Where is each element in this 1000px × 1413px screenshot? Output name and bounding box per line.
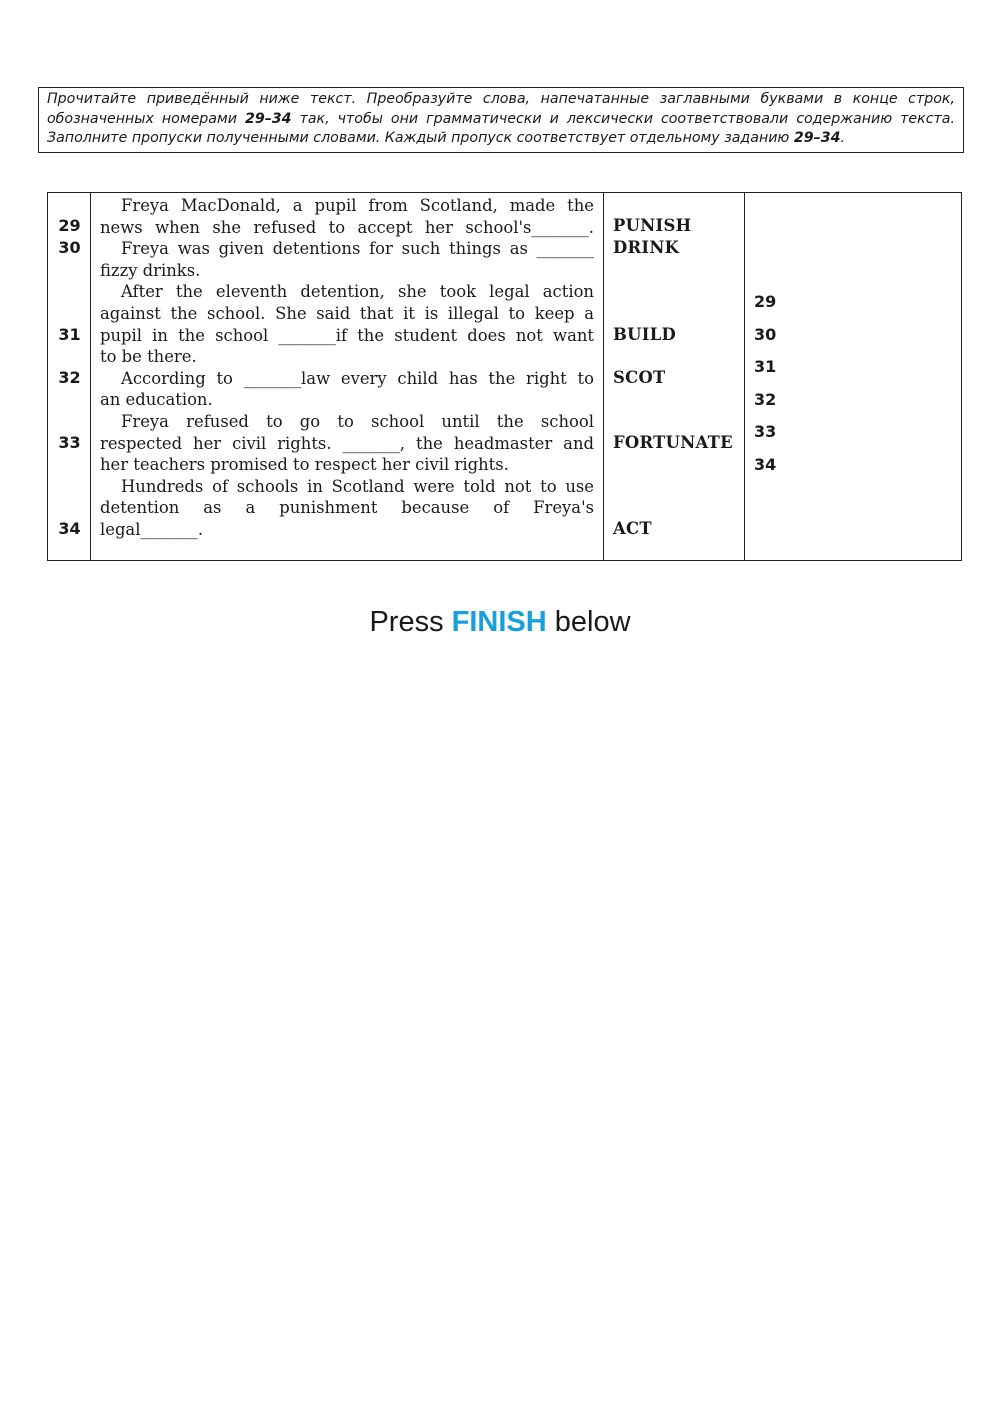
passage-line-gap-34: legal_______. xyxy=(100,519,204,539)
row-number-29: 29 xyxy=(58,216,81,235)
press-text: Press xyxy=(369,606,452,638)
passage-line: fizzy drinks. xyxy=(100,260,201,280)
word-punish: PUNISH xyxy=(613,216,692,235)
instructions-box xyxy=(38,87,964,153)
passage-line-gap-30: Freya was given detentions for such things as _______ xyxy=(121,239,594,259)
finish-prompt xyxy=(0,606,1000,639)
passage-line-gap-33: respected her civil rights. _______, the headmaster and xyxy=(100,433,594,453)
task-range-end: 29–34 xyxy=(793,130,841,146)
passage-line-gap-32: According to _______law every child has the right to xyxy=(121,368,594,388)
row-number-33: 33 xyxy=(58,433,81,452)
word-build: BUILD xyxy=(613,325,677,344)
passage-line: After the eleventh detention, she took legal action xyxy=(121,282,594,302)
word-act: ACT xyxy=(613,519,652,538)
passage-line: an education. xyxy=(100,390,213,410)
below-text: below xyxy=(546,606,631,638)
passage-line: her teachers promised to respect her civil rights. xyxy=(100,455,509,475)
passage-line: against the school. She said that it is illegal to keep a xyxy=(100,303,594,323)
passage-line: detention as a punishment because of Freya's xyxy=(100,498,594,518)
passage-line: Freya MacDonald, a pupil from Scotland, made the xyxy=(121,196,594,215)
row-number-32: 32 xyxy=(58,368,81,387)
row-number-34: 34 xyxy=(58,519,81,538)
instructions-period: . xyxy=(840,130,845,146)
answer-label-31: 31 xyxy=(754,357,777,376)
answer-label-29: 29 xyxy=(754,292,777,311)
passage-line: Freya refused to go to school until the school xyxy=(121,411,594,431)
finish-keyword: FINISH xyxy=(451,606,547,638)
word-drink: DRINK xyxy=(613,238,680,257)
passage-text xyxy=(100,195,594,541)
row-number-30: 30 xyxy=(58,238,81,257)
instructions-text-cont: так, чтобы они грамматически и лексически соответствовали содержанию текста. Заполните пропуски полученными словами. Каждый пропуск соответствует отдельному заданию xyxy=(47,110,955,146)
row-number-column xyxy=(48,193,91,560)
passage-line-gap-29: news when she refused to accept her school's_______. xyxy=(100,217,594,237)
passage-line: Hundreds of schools in Scotland were told not to use xyxy=(121,476,594,496)
answer-label-33: 33 xyxy=(754,422,777,441)
answer-label-32: 32 xyxy=(754,390,777,409)
column-divider xyxy=(744,193,745,560)
task-range: 29–34 xyxy=(244,110,292,127)
instructions-text: Прочитайте приведённый ниже текст. Преобразуйте слова, напечатанные заглавными буквами в конце строк, обозначенных номерами xyxy=(47,91,955,127)
task-table xyxy=(47,192,962,561)
answer-label-34: 34 xyxy=(754,455,777,474)
row-number-31: 31 xyxy=(58,325,81,344)
word-fortunate: FORTUNATE xyxy=(613,433,733,452)
answer-label-30: 30 xyxy=(754,325,777,344)
column-divider xyxy=(603,193,604,560)
word-scot: SCOT xyxy=(613,368,666,387)
passage-line-gap-31: pupil in the school _______if the student does not want xyxy=(100,325,594,345)
passage-line: to be there. xyxy=(100,347,197,367)
